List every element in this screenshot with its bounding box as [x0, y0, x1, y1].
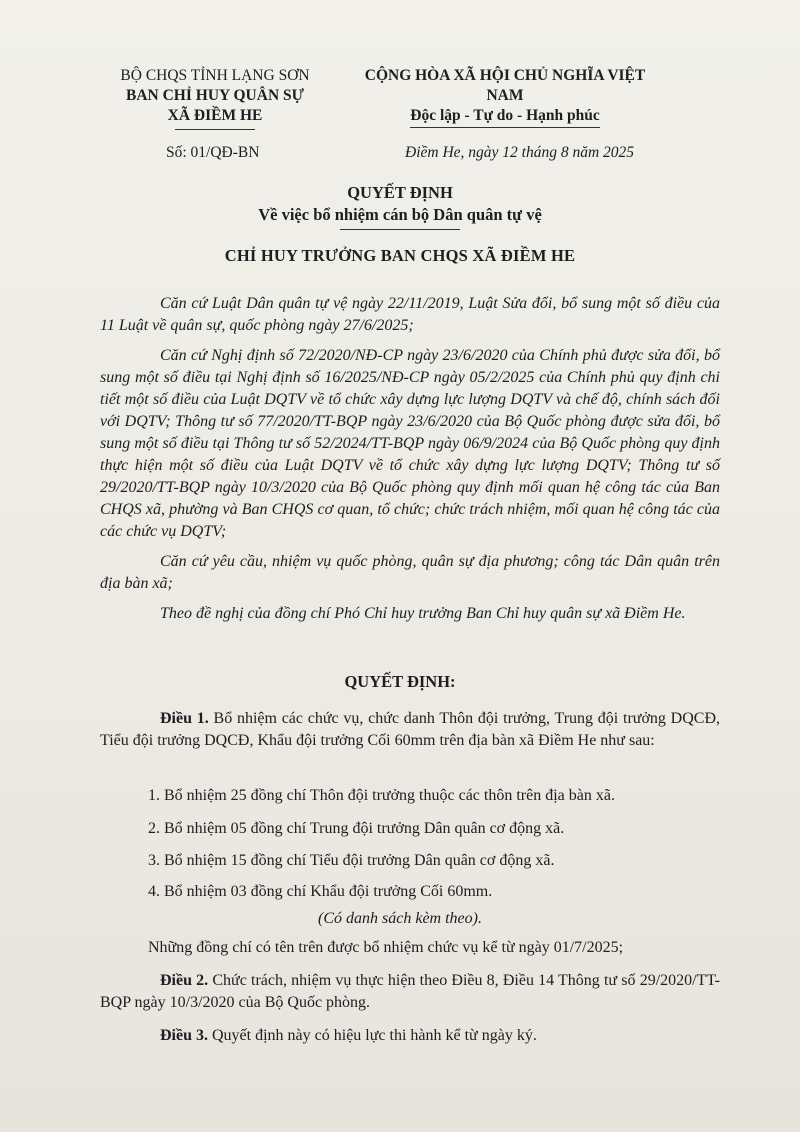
- document-subtitle: Về việc bổ nhiệm cán bộ Dân quân tự vệ: [258, 205, 542, 224]
- nation-name: CỘNG HÒA XÃ HỘI CHỦ NGHĨA VIỆT NAM: [364, 67, 646, 104]
- subtitle-underline: [340, 229, 460, 230]
- document-title: QUYẾT ĐỊNH: [347, 183, 453, 202]
- org-underline: [175, 129, 255, 130]
- decision-heading: QUYẾT ĐỊNH:: [344, 672, 456, 691]
- preamble-paragraph: Theo đề nghị của đồng chí Phó Chỉ huy trưởng Ban Chỉ huy quân sự xã Điềm He.: [160, 605, 686, 622]
- list-item: 1. Bổ nhiệm 25 đồng chí Thôn đội trưởng thuộc các thôn trên địa bàn xã.: [148, 787, 615, 804]
- list-item: 3. Bổ nhiệm 15 đồng chí Tiểu đội trưởng Dân quân cơ động xã.: [148, 852, 555, 869]
- attachment-note: (Có danh sách kèm theo).: [318, 910, 482, 927]
- article-3-text: Quyết định này có hiệu lực thi hành kể từ ngày ký.: [208, 1027, 537, 1044]
- article-2: [100, 970, 720, 1014]
- effective-date-line: Những đồng chí có tên trên được bổ nhiệm chức vụ kể từ ngày 01/7/2025;: [148, 939, 624, 956]
- place-and-date: Điềm He, ngày 12 tháng 8 năm 2025: [405, 144, 635, 161]
- article-3: [100, 1025, 720, 1047]
- preamble-paragraph: Căn cứ Luật Dân quân tự vệ ngày 22/11/2019, Luật Sửa đổi, bổ sung một số điều của 11 Luật về quân sự, quốc phòng ngày 27/6/2025;: [100, 295, 720, 334]
- list-item: 2. Bổ nhiệm 05 đồng chí Trung đội trưởng Dân quân cơ động xã.: [148, 820, 565, 837]
- article-1-label: Điều 1.: [160, 710, 209, 727]
- national-motto: Độc lập - Tự do - Hạnh phúc: [410, 106, 599, 128]
- national-header: [345, 66, 665, 128]
- issuing-authority: CHỈ HUY TRƯỞNG BAN CHQS XÃ ĐIỀM HE: [224, 246, 576, 265]
- org-line-2: BAN CHỈ HUY QUÂN SỰ: [126, 87, 304, 104]
- article-3-label: Điều 3.: [160, 1027, 208, 1044]
- org-line-3: XÃ ĐIỀM HE: [167, 107, 263, 124]
- preamble: [100, 293, 720, 625]
- article-1: [100, 708, 720, 752]
- article-2-text: Chức trách, nhiệm vụ thực hiện theo Điều 8, Điều 14 Thông tư số 29/2020/TT-BQP ngày 10/3/2020 của Bộ Quốc phòng.: [100, 972, 720, 1011]
- preamble-paragraph: Căn cứ yêu cầu, nhiệm vụ quốc phòng, quân sự địa phương; công tác Dân quân trên địa bàn xã;: [100, 553, 720, 592]
- preamble-paragraph: Căn cứ Nghị định số 72/2020/NĐ-CP ngày 23/6/2020 của Chính phủ được sửa đổi, bổ sung một số điều tại Nghị định số 16/2025/NĐ-CP ngày 05/2/2025 của Chính phủ quy định chi tiết một số điều của Luật DQTV về tổ chức xây dựng lực lượng DQTV và chế độ, chính sách đối với DQTV; Thông tư số 77/2020/TT-BQP ngày 23/6/2020 của Bộ Quốc phòng được sửa đổi, bổ sung một số điều tại Thông tư số 52/2024/TT-BQP ngày 06/9/2024 của Bộ Quốc phòng quy định thực hiện một số điều của Luật DQTV về tổ chức xây dựng lực lượng DQTV; Thông tư số 29/2020/TT-BQP ngày 10/3/2020 của Bộ Quốc phòng quy định mối quan hệ công tác của Ban CHQS xã, phường và Ban CHQS cơ quan, tổ chức; chức trách nhiệm, mối quan hệ công tác của các chức vụ DQTV;: [100, 347, 720, 540]
- list-item: 4. Bổ nhiệm 03 đồng chí Khẩu đội trưởng Cối 60mm.: [148, 883, 493, 900]
- org-line-1: BỘ CHQS TỈNH LẠNG SƠN: [120, 67, 310, 84]
- article-2-label: Điều 2.: [160, 972, 209, 989]
- article-1-text: Bổ nhiệm các chức vụ, chức danh Thôn đội trưởng, Trung đội trưởng DQCĐ, Tiểu đội trưởng DQCĐ, Khẩu đội trưởng Cối 60mm trên địa bàn xã Điềm He như sau:: [100, 710, 721, 749]
- issuing-organization: [100, 66, 330, 126]
- document-number: Số: 01/QĐ-BN: [166, 144, 260, 161]
